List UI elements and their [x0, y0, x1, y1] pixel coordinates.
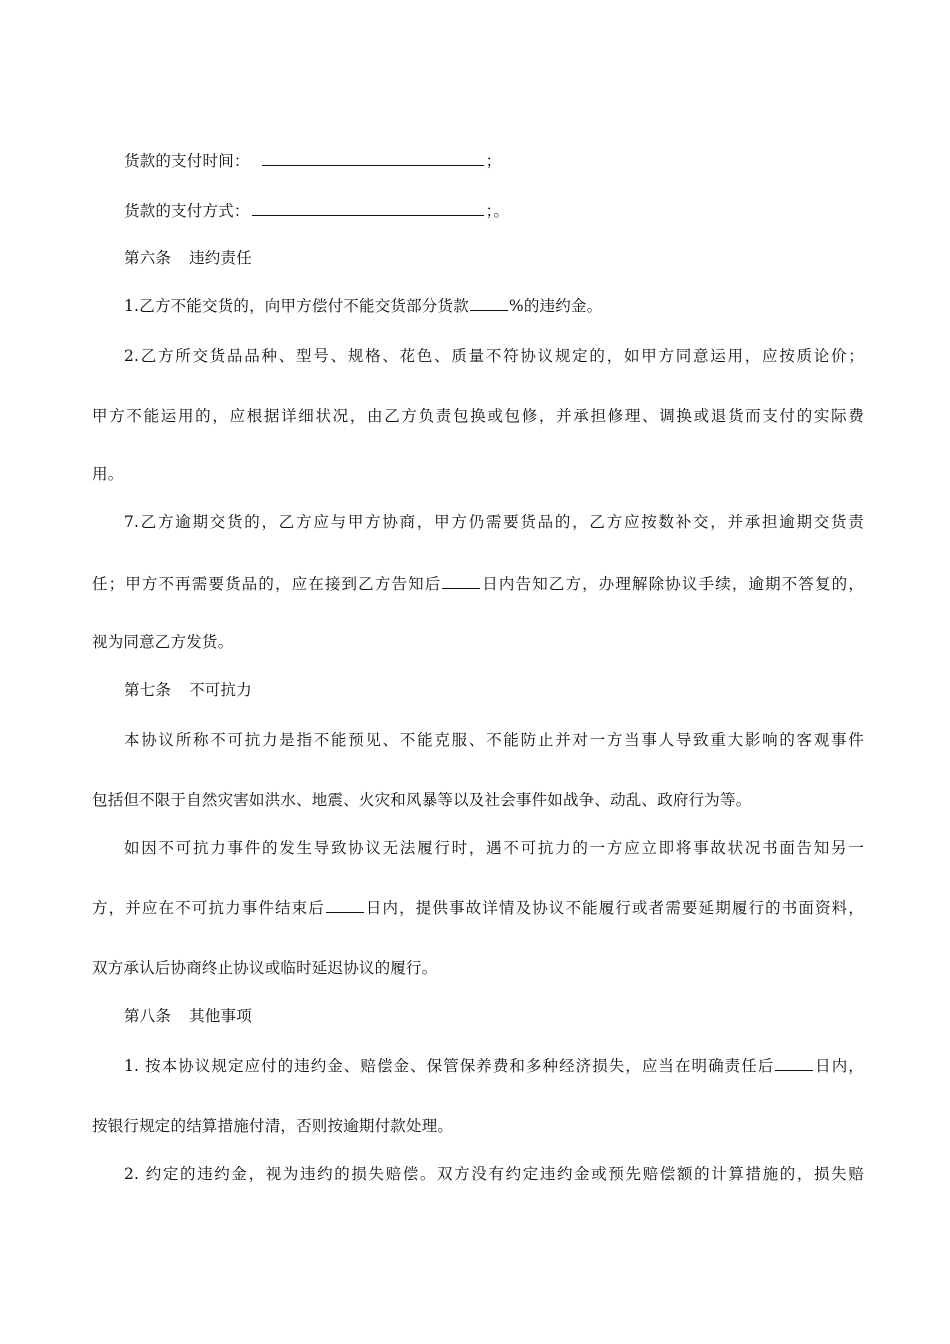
article6-p1-text-b: %的违约金。	[508, 297, 603, 315]
payment-method-blank[interactable]	[252, 200, 484, 216]
payment-method-label: 货款的支付方式：	[124, 202, 250, 220]
article8-number: 第八条	[124, 1007, 172, 1025]
article6-p7-line1: 7.乙方逾期交货的，乙方应与甲方协商，甲方仍需要货品的，乙方应按数补交，并承担逾期交货责	[124, 513, 864, 531]
payment-time-end: ；	[485, 152, 502, 170]
article7-p2-line2	[92, 898, 864, 918]
article6-p2-line3: 用。	[92, 465, 124, 483]
article7-p2-line1: 如因不可抗力事件的发生导致协议无法履行时，遇不可抗力的一方应立即将事故状况书面告知另一	[124, 839, 864, 857]
force-majeure-days-blank[interactable]	[326, 898, 364, 913]
article8-heading	[124, 1006, 252, 1026]
article7-number: 第七条	[124, 681, 172, 699]
article8-title: 其他事项	[189, 1007, 252, 1025]
article7-p1-line2: 包括但不限于自然灾害如洪水、地震、火灾和风暴等以及社会事件如战争、动乱、政府行为等。	[92, 791, 752, 809]
article7-p2-line2-b: 日内，提供事故详情及协议不能履行或者需要延期履行的书面资料，	[364, 899, 864, 917]
article6-p2-line1: 2.乙方所交货品品种、型号、规格、花色、质量不符协议规定的，如甲方同意运用，应按质论价；	[124, 347, 864, 365]
article7-title: 不可抗力	[189, 681, 252, 699]
article6-p2-line2: 甲方不能运用的，应根据详细状况，由乙方负责包换或包修，并承担修理、调换或退货而支付的实际费	[92, 407, 864, 425]
article6-p1	[124, 296, 602, 316]
article8-p1-line1-b: 日内，	[814, 1057, 864, 1075]
article8-p1-line1	[124, 1056, 864, 1076]
payment-method-end: ；。	[485, 202, 510, 220]
article6-number: 第六条	[124, 249, 172, 267]
payment-time-line	[124, 150, 501, 171]
article6-p7-line2	[92, 574, 864, 594]
payment-time-label: 货款的支付时间：	[124, 152, 250, 170]
article8-p2-line1: 2. 约定的违约金，视为违约的损失赔偿。双方没有约定违约金或预先赔偿额的计算措施的，损失赔	[124, 1165, 864, 1183]
article8-p1-line1-a: 1. 按本协议规定应付的违约金、赔偿金、保管保养费和多种经济损失，应当在明确责任后	[124, 1057, 775, 1075]
article6-p1-text-a: 1.乙方不能交货的，向甲方偿付不能交货部分货款	[124, 297, 469, 315]
article7-p2-line3: 双方承认后协商终止协议或临时延迟协议的履行。	[92, 959, 438, 977]
article6-heading	[124, 248, 252, 268]
payment-method-line	[124, 200, 509, 221]
notice-days-blank[interactable]	[442, 574, 480, 589]
article7-heading	[124, 680, 252, 700]
payment-time-blank[interactable]	[262, 150, 484, 166]
article7-p1-line1: 本协议所称不可抗力是指不能预见、不能克服、不能防止并对一方当事人导致重大影响的客观事件	[124, 731, 864, 749]
article6-p7-line2-a: 任；甲方不再需要货品的，应在接到乙方告知后	[92, 575, 442, 593]
payment-days-blank[interactable]	[775, 1056, 813, 1071]
article7-p2-line2-a: 方，并应在不可抗力事件结束后	[92, 899, 325, 917]
article6-p7-line3: 视为同意乙方发货。	[92, 633, 234, 651]
article6-title: 违约责任	[189, 249, 252, 267]
penalty-percent-blank[interactable]	[470, 296, 508, 311]
article8-p1-line2: 按银行规定的结算措施付清，否则按逾期付款处理。	[92, 1117, 454, 1135]
article6-p7-line2-b: 日内告知乙方，办理解除协议手续，逾期不答复的，	[481, 575, 864, 593]
